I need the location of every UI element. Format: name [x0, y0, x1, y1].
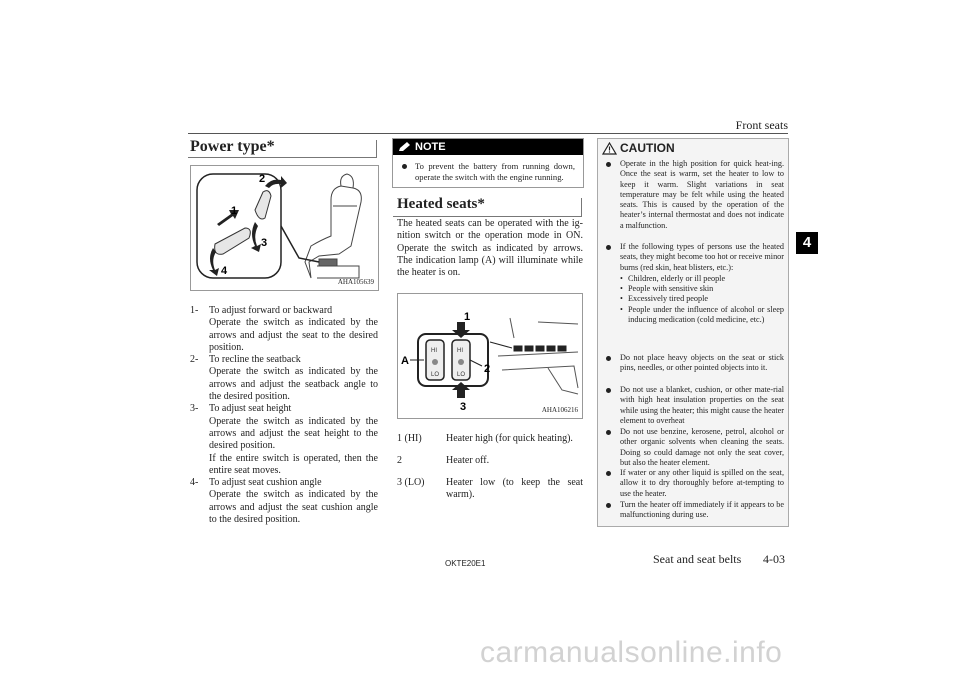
- bullet-icon: [402, 164, 407, 169]
- switch-label-hi: HI: [431, 348, 437, 354]
- legend-key: 1 (HI): [397, 433, 422, 444]
- figure-callout: 3: [460, 401, 467, 413]
- watermark: carmanualsonline.info: [480, 636, 783, 669]
- title-underline: [393, 216, 582, 217]
- figure-callout: A: [401, 355, 409, 367]
- caution-sub-item: • Children, elderly or ill people: [620, 274, 784, 284]
- note-text: To prevent the battery from running down, operate the switch with the engine running.: [415, 161, 575, 182]
- power-type-steps: [190, 305, 378, 526]
- figure-id: AHA105639: [337, 278, 374, 286]
- caution-item: [620, 242, 784, 325]
- step-description: Operate the switch as indicated by the arrows and adjust the seat cushion angle to the desired position.: [209, 489, 378, 526]
- figure-callout: 1: [231, 205, 238, 217]
- heater-switch-illustration: [398, 294, 582, 418]
- legend-key: 3 (LO): [397, 477, 425, 488]
- title-underline: [188, 157, 377, 158]
- step-title: To recline the seatback: [209, 354, 301, 366]
- bullet-icon: [606, 356, 611, 361]
- step-item: [190, 354, 378, 403]
- step-number: 1-: [190, 305, 199, 316]
- title-rule-vertical: [376, 140, 377, 157]
- caution-sub-item: • People under the influence of alcohol or sleep inducing medication (cold medicine, etc.): [620, 305, 784, 326]
- bullet-icon: [606, 388, 611, 393]
- step-description: Operate the switch as indicated by the arrows and adjust the seat height to the desired position.: [209, 415, 378, 452]
- legend-row: [397, 433, 583, 455]
- step-description-extra: If the entire switch is operated, then the entire seat moves.: [209, 452, 378, 476]
- footer-page-number: 4-03: [763, 552, 785, 566]
- legend-key: 2: [397, 455, 402, 466]
- switch-label-hi: HI: [457, 348, 463, 354]
- step-item: [190, 477, 378, 526]
- note-header: [393, 139, 583, 155]
- step-title: To adjust seat cushion angle: [209, 477, 322, 489]
- note-label: NOTE: [415, 141, 446, 153]
- legend-row: [397, 455, 583, 477]
- caution-sub-item: • Excessively tired people: [620, 294, 784, 304]
- step-title: To adjust forward or backward: [209, 305, 333, 316]
- step-description: Operate the switch as indicated by the arrows and adjust the seat to the desired position.: [209, 317, 378, 353]
- heated-seats-title: Heated seats*: [397, 196, 485, 212]
- step-number: 4-: [190, 477, 199, 489]
- caution-box: [597, 138, 789, 527]
- footer-code: OKTE20E1: [445, 559, 486, 568]
- caution-item: If water or any other liquid is spilled on the seat, allow it to dry thoroughly before at-tempting to use the heater.: [620, 468, 784, 498]
- figure-callout: 1: [464, 311, 471, 323]
- header-rule: [188, 133, 788, 134]
- warning-triangle-icon: [602, 142, 617, 155]
- caution-item: Operate in the high position for quick heat-ing. Once the seat is warm, set the heater to low to keep it warm. Slight variations in seat temperature may be felt while using the heated seats. This is caused by the operation of the heater’s internal thermostat and does not indicate a malfunction.: [620, 159, 784, 230]
- bullet-icon: [606, 471, 611, 476]
- chapter-tab: 4: [796, 232, 818, 254]
- power-seat-illustration: [191, 166, 378, 290]
- caution-sub-item: • People with sensitive skin: [620, 284, 784, 294]
- step-description: Operate the switch as indicated by the arrows and adjust the seatback angle to the desired position.: [209, 366, 378, 403]
- power-type-title: Power type*: [190, 138, 275, 155]
- caution-item: Turn the heater off immediately if it appears to be malfunctioning during use.: [620, 500, 784, 520]
- step-item: [190, 403, 378, 477]
- heater-legend: [397, 433, 583, 507]
- power-seat-figure: [190, 165, 379, 291]
- figure-callout: 4: [221, 265, 228, 277]
- figure-callout: 3: [261, 237, 268, 249]
- legend-value: Heater low (to keep the seat warm).: [446, 477, 583, 501]
- step-title: To adjust seat height: [209, 403, 292, 415]
- step-number: 2-: [190, 354, 199, 366]
- caution-item: Do not use a blanket, cushion, or other mate-rial with high heat insulation properties on the seat while using the heater; this might cause the heater element to overheat: [620, 385, 784, 425]
- caution-item-text: If the following types of persons use the heated seats, they might become too hot or receive minor burns (red skin, heat blisters, etc.):: [620, 242, 784, 272]
- step-item: [190, 305, 378, 354]
- switch-label-lo: LO: [457, 372, 466, 378]
- note-box: [392, 138, 584, 188]
- pencil-icon: [398, 142, 411, 152]
- figure-id: AHA106216: [541, 406, 578, 414]
- figure-callout: 2: [484, 363, 491, 375]
- caution-item: Do not place heavy objects on the seat or stick pins, needles, or other pointed objects into it.: [620, 353, 784, 373]
- legend-value: Heater high (for quick heating).: [446, 433, 573, 444]
- heater-switch-figure: [397, 293, 583, 419]
- title-rule-vertical: [581, 198, 582, 216]
- heated-seats-body: The heated seats can be operated with the ig-nition switch or the operation mode in ON. Operate the switch as indicated by arrows. The indication lamp (A) will illuminate while the heater is on.: [397, 218, 583, 279]
- caution-label: CAUTION: [620, 141, 675, 155]
- figure-callout: 2: [259, 173, 266, 185]
- bullet-icon: [606, 162, 611, 167]
- legend-value: Heater off.: [446, 455, 490, 466]
- bullet-icon: [606, 245, 611, 250]
- caution-item: Do not use benzine, kerosene, petrol, alcohol or other organic solvents when cleaning the seats. Doing so could damage not only the seat cover, but also the heater element.: [620, 427, 784, 467]
- legend-row: [397, 477, 583, 507]
- bullet-icon: [606, 430, 611, 435]
- step-number: 3-: [190, 403, 199, 415]
- bullet-icon: [606, 503, 611, 508]
- footer-section: Seat and seat belts: [653, 552, 742, 566]
- header-section-title: Front seats: [735, 118, 788, 132]
- switch-label-lo: LO: [431, 372, 440, 378]
- caution-sub-list: [620, 274, 784, 325]
